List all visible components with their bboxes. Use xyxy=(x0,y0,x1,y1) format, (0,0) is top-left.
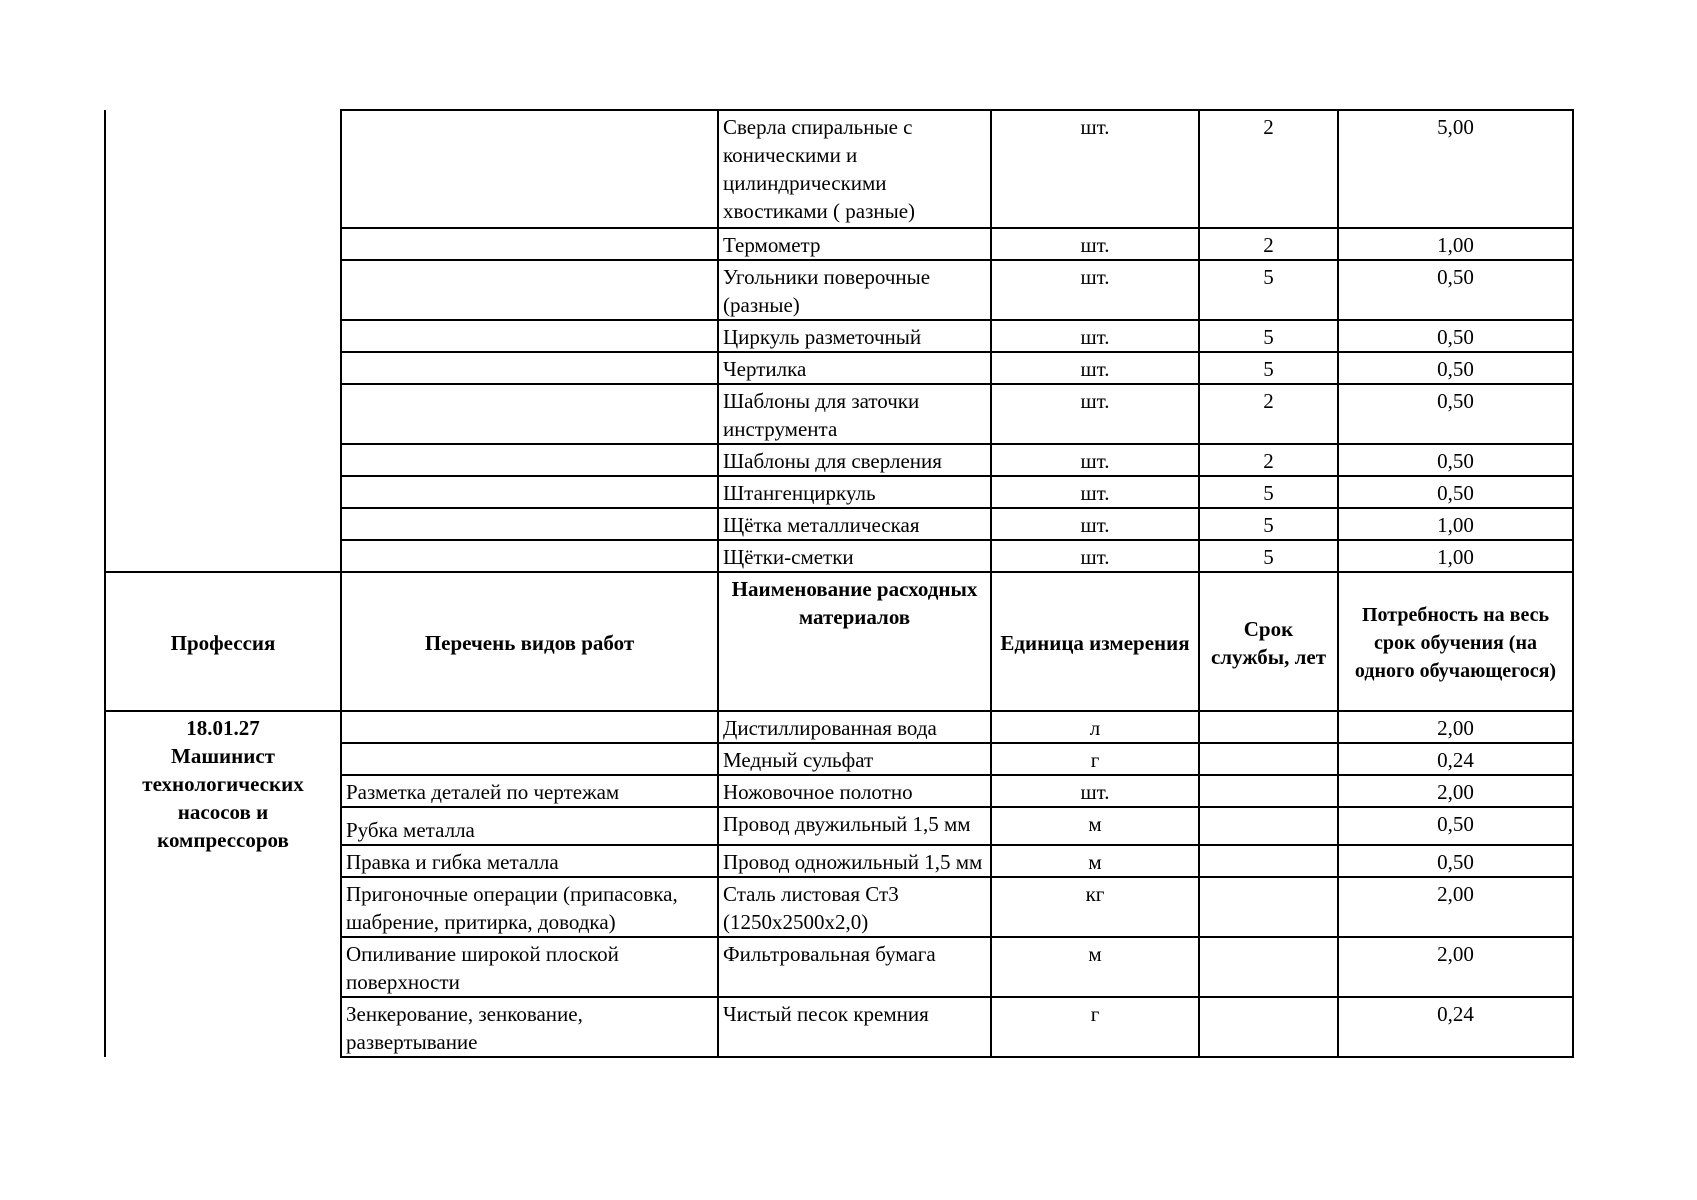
life-cell: 5 xyxy=(1199,476,1338,508)
life-cell: 5 xyxy=(1199,540,1338,572)
life-cell xyxy=(1199,743,1338,775)
life-cell xyxy=(1199,775,1338,807)
life-cell: 5 xyxy=(1199,320,1338,352)
unit-cell: шт. xyxy=(991,540,1199,572)
material-name-cell: Медный сульфат xyxy=(718,743,991,775)
work-cell xyxy=(341,743,718,775)
life-cell xyxy=(1199,807,1338,845)
work-cell: Пригоночные операции (припасовка, шабрение, притирка, доводка) xyxy=(341,877,718,937)
unit-cell: шт. xyxy=(991,384,1199,444)
work-cell xyxy=(341,260,718,320)
item-name-cell: Сверла спиральные с коническими и цилиндрическими хвостиками ( разные) xyxy=(718,110,991,228)
unit-cell: шт. xyxy=(991,775,1199,807)
work-cell xyxy=(341,228,718,260)
unit-cell: шт. xyxy=(991,320,1199,352)
unit-cell: шт. xyxy=(991,476,1199,508)
need-cell: 0,50 xyxy=(1338,260,1573,320)
header-life: Срок службы, лет xyxy=(1199,572,1338,711)
material-name-cell: Провод двужильный 1,5 мм xyxy=(718,807,991,845)
material-name-cell: Дистиллированная вода xyxy=(718,711,991,743)
need-cell: 0,50 xyxy=(1338,845,1573,877)
unit-cell: л xyxy=(991,711,1199,743)
item-name-cell: Штангенциркуль xyxy=(718,476,991,508)
item-name-cell: Шаблоны для заточки инструмента xyxy=(718,384,991,444)
work-cell: Разметка деталей по чертежам xyxy=(341,775,718,807)
item-name-cell: Щётка металлическая xyxy=(718,508,991,540)
header-profession: Профессия xyxy=(105,572,341,711)
life-cell: 2 xyxy=(1199,384,1338,444)
item-name-cell: Термометр xyxy=(718,228,991,260)
work-cell xyxy=(341,320,718,352)
work-cell xyxy=(341,540,718,572)
unit-cell: г xyxy=(991,997,1199,1057)
need-cell: 1,00 xyxy=(1338,540,1573,572)
need-cell: 0,24 xyxy=(1338,997,1573,1057)
work-cell xyxy=(341,508,718,540)
need-cell: 0,24 xyxy=(1338,743,1573,775)
material-name-cell: Фильтровальная бумага xyxy=(718,937,991,997)
life-cell xyxy=(1199,877,1338,937)
unit-cell: кг xyxy=(991,877,1199,937)
need-cell: 1,00 xyxy=(1338,508,1573,540)
table-row xyxy=(105,110,1573,228)
material-name-cell: Провод одножильный 1,5 мм xyxy=(718,845,991,877)
profession-cell-empty xyxy=(105,110,341,572)
profession-cell xyxy=(105,711,341,1057)
life-cell xyxy=(1199,711,1338,743)
unit-cell: м xyxy=(991,807,1199,845)
need-cell: 0,50 xyxy=(1338,807,1573,845)
material-name-cell: Чистый песок кремния xyxy=(718,997,991,1057)
unit-cell: шт. xyxy=(991,352,1199,384)
need-cell: 1,00 xyxy=(1338,228,1573,260)
header-unit: Единица измерения xyxy=(991,572,1199,711)
need-cell: 0,50 xyxy=(1338,384,1573,444)
life-cell: 2 xyxy=(1199,228,1338,260)
life-cell: 2 xyxy=(1199,110,1338,228)
material-name-cell: Сталь листовая Ст3 (1250х2500х2,0) xyxy=(718,877,991,937)
life-cell: 5 xyxy=(1199,508,1338,540)
life-cell: 5 xyxy=(1199,352,1338,384)
work-cell xyxy=(341,110,718,228)
item-name-cell: Шаблоны для сверления xyxy=(718,444,991,476)
need-cell: 0,50 xyxy=(1338,352,1573,384)
work-cell: Зенкерование, зенкование, развертывание xyxy=(341,997,718,1057)
need-cell: 2,00 xyxy=(1338,775,1573,807)
need-cell: 2,00 xyxy=(1338,937,1573,997)
work-cell xyxy=(341,352,718,384)
work-cell xyxy=(341,444,718,476)
item-name-cell: Чертилка xyxy=(718,352,991,384)
table-row xyxy=(105,711,1573,743)
need-cell: 0,50 xyxy=(1338,476,1573,508)
header-materials: Наименование расходных материалов xyxy=(718,572,991,711)
header-works: Перечень видов работ xyxy=(341,572,718,711)
item-name-cell: Угольники поверочные (разные) xyxy=(718,260,991,320)
work-cell xyxy=(341,711,718,743)
header-need: Потребность на весь срок обучения (на одного обучающегося) xyxy=(1338,572,1573,711)
unit-cell: шт. xyxy=(991,508,1199,540)
need-cell: 2,00 xyxy=(1338,877,1573,937)
work-cell xyxy=(341,384,718,444)
life-cell xyxy=(1199,997,1338,1057)
material-name-cell: Ножовочное полотно xyxy=(718,775,991,807)
need-cell: 0,50 xyxy=(1338,444,1573,476)
unit-cell: шт. xyxy=(991,444,1199,476)
item-name-cell: Циркуль разметочный xyxy=(718,320,991,352)
need-cell: 2,00 xyxy=(1338,711,1573,743)
work-cell xyxy=(341,476,718,508)
profession-name: Машинист технологических насосов и компрессоров xyxy=(142,744,304,852)
unit-cell: м xyxy=(991,845,1199,877)
unit-cell: м xyxy=(991,937,1199,997)
life-cell xyxy=(1199,937,1338,997)
life-cell: 2 xyxy=(1199,444,1338,476)
item-name-cell: Щётки-сметки xyxy=(718,540,991,572)
materials-table xyxy=(104,109,1574,1058)
profession-code: 18.01.27 xyxy=(186,716,260,740)
unit-cell: г xyxy=(991,743,1199,775)
unit-cell: шт. xyxy=(991,260,1199,320)
table-header-row xyxy=(105,572,1573,711)
need-cell: 0,50 xyxy=(1338,320,1573,352)
work-cell: Опиливание широкой плоской поверхности xyxy=(341,937,718,997)
work-cell: Правка и гибка металла xyxy=(341,845,718,877)
life-cell xyxy=(1199,845,1338,877)
unit-cell: шт. xyxy=(991,110,1199,228)
life-cell: 5 xyxy=(1199,260,1338,320)
need-cell: 5,00 xyxy=(1338,110,1573,228)
work-cell: Рубка металла xyxy=(341,807,718,845)
unit-cell: шт. xyxy=(991,228,1199,260)
